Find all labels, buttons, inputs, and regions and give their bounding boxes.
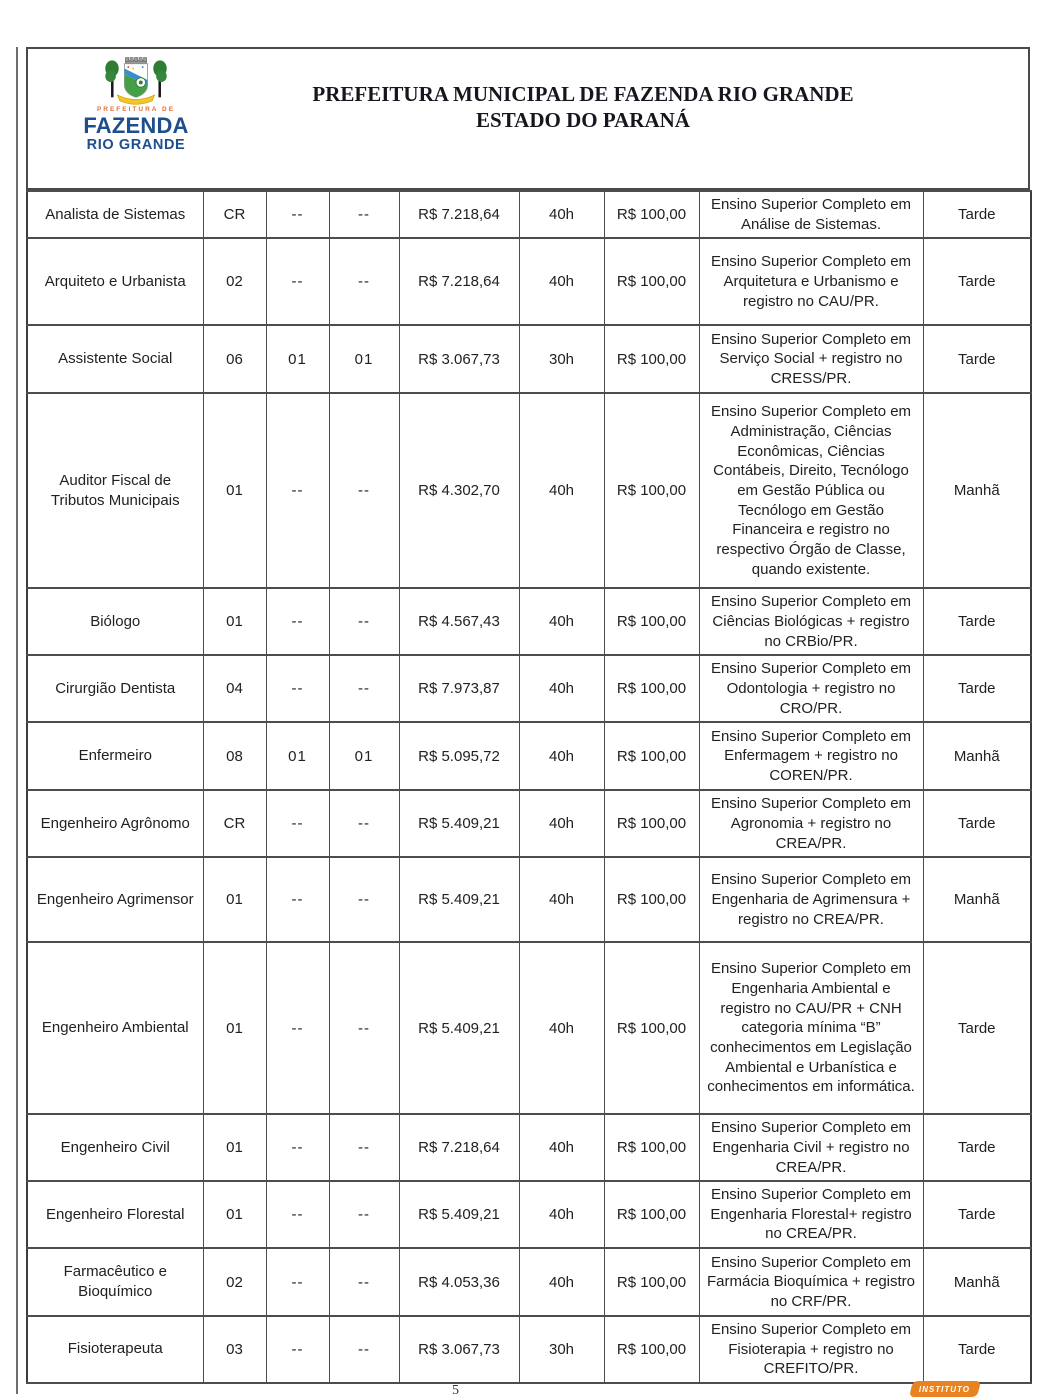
- page-left-border: [16, 47, 18, 1394]
- cell-shift: Tarde: [923, 655, 1031, 722]
- cell-shift: Manhã: [923, 722, 1031, 790]
- cell-quota-2: 01: [329, 325, 399, 393]
- cell-salary: R$ 5.409,21: [399, 1181, 519, 1248]
- cell-fee: R$ 100,00: [604, 325, 699, 393]
- cell-salary: R$ 4.567,43: [399, 588, 519, 655]
- logo-prefeitura-label: PREFEITURA DE: [96, 106, 176, 113]
- logo-city-name-line1: FAZENDA: [83, 112, 189, 138]
- cell-quota-2: --: [329, 1316, 399, 1383]
- cell-position: Engenheiro Florestal: [27, 1181, 203, 1248]
- cell-vacancies: CR: [203, 790, 266, 857]
- cell-quota-2: --: [329, 393, 399, 588]
- cell-fee: R$ 100,00: [604, 1114, 699, 1181]
- cell-quota-1: --: [266, 588, 329, 655]
- cell-salary: R$ 5.409,21: [399, 790, 519, 857]
- cell-vacancies: 01: [203, 942, 266, 1114]
- table-row: [27, 1181, 1031, 1248]
- cell-position: Assistente Social: [27, 325, 203, 393]
- cell-vacancies: 01: [203, 1114, 266, 1181]
- cell-workload: 40h: [519, 857, 604, 942]
- cell-salary: R$ 4.053,36: [399, 1248, 519, 1316]
- cell-requirements: Ensino Superior Completo em Enfermagem + registro no COREN/PR.: [699, 722, 923, 790]
- cell-quota-2: --: [329, 588, 399, 655]
- cell-vacancies: CR: [203, 191, 266, 238]
- cell-quota-1: --: [266, 790, 329, 857]
- cell-position: Analista de Sistemas: [27, 191, 203, 238]
- cell-quota-1: --: [266, 238, 329, 325]
- cell-position: Cirurgião Dentista: [27, 655, 203, 722]
- cell-fee: R$ 100,00: [604, 393, 699, 588]
- cell-shift: Tarde: [923, 325, 1031, 393]
- cell-quota-1: --: [266, 1114, 329, 1181]
- cell-workload: 40h: [519, 238, 604, 325]
- logo-city-name-line2: RIO GRANDE: [86, 136, 186, 153]
- title-line-1: PREFEITURA MUNICIPAL DE FAZENDA RIO GRANDE: [312, 82, 854, 106]
- title-line-2: ESTADO DO PARANÁ: [476, 107, 690, 132]
- table-row: [27, 1316, 1031, 1383]
- cell-shift: Manhã: [923, 857, 1031, 942]
- cell-quota-2: --: [329, 191, 399, 238]
- cell-quota-1: --: [266, 191, 329, 238]
- cell-vacancies: 04: [203, 655, 266, 722]
- table-row: [27, 588, 1031, 655]
- cell-vacancies: 08: [203, 722, 266, 790]
- cell-quota-1: 01: [266, 325, 329, 393]
- positions-table-body: [27, 191, 1031, 1383]
- cell-workload: 40h: [519, 942, 604, 1114]
- table-row: [27, 238, 1031, 325]
- cell-position: Engenheiro Agrimensor: [27, 857, 203, 942]
- cell-vacancies: 01: [203, 857, 266, 942]
- cell-fee: R$ 100,00: [604, 191, 699, 238]
- cell-position: Enfermeiro: [27, 722, 203, 790]
- cell-quota-1: --: [266, 942, 329, 1114]
- cell-salary: R$ 7.218,64: [399, 191, 519, 238]
- cell-workload: 40h: [519, 588, 604, 655]
- cell-workload: 40h: [519, 722, 604, 790]
- cell-position: Farmacêutico e Bioquímico: [27, 1248, 203, 1316]
- cell-quota-2: --: [329, 1181, 399, 1248]
- cell-fee: R$ 100,00: [604, 942, 699, 1114]
- cell-quota-2: --: [329, 942, 399, 1114]
- cell-salary: R$ 5.409,21: [399, 942, 519, 1114]
- cell-fee: R$ 100,00: [604, 857, 699, 942]
- table-row: [27, 325, 1031, 393]
- cell-quota-1: --: [266, 1316, 329, 1383]
- cell-fee: R$ 100,00: [604, 1248, 699, 1316]
- cell-vacancies: 01: [203, 393, 266, 588]
- cell-quota-2: --: [329, 238, 399, 325]
- page-number: 5: [452, 1383, 459, 1398]
- table-row: [27, 857, 1031, 942]
- table-row: [27, 790, 1031, 857]
- cell-salary: R$ 3.067,73: [399, 325, 519, 393]
- positions-table: [26, 190, 1032, 1384]
- cell-quota-2: --: [329, 790, 399, 857]
- cell-workload: 40h: [519, 393, 604, 588]
- cell-salary: R$ 7.218,64: [399, 238, 519, 325]
- cell-vacancies: 03: [203, 1316, 266, 1383]
- cell-position: Engenheiro Agrônomo: [27, 790, 203, 857]
- table-row: [27, 655, 1031, 722]
- cell-shift: Manhã: [923, 1248, 1031, 1316]
- cell-fee: R$ 100,00: [604, 790, 699, 857]
- cell-shift: Tarde: [923, 942, 1031, 1114]
- cell-quota-1: --: [266, 655, 329, 722]
- cell-requirements: Ensino Superior Completo em Farmácia Bioquímica + registro no CRF/PR.: [699, 1248, 923, 1316]
- cell-salary: R$ 4.302,70: [399, 393, 519, 588]
- cell-shift: Tarde: [923, 1181, 1031, 1248]
- cell-workload: 40h: [519, 1114, 604, 1181]
- document-header: [26, 47, 1030, 190]
- cell-workload: 30h: [519, 1316, 604, 1383]
- table-row: [27, 1114, 1031, 1181]
- cell-position: Engenheiro Ambiental: [27, 942, 203, 1114]
- cell-quota-2: --: [329, 1114, 399, 1181]
- cell-shift: Tarde: [923, 1316, 1031, 1383]
- cell-salary: R$ 7.218,64: [399, 1114, 519, 1181]
- table-row: [27, 722, 1031, 790]
- cell-position: Engenheiro Civil: [27, 1114, 203, 1181]
- cell-requirements: Ensino Superior Completo em Análise de Sistemas.: [699, 191, 923, 238]
- cell-shift: Tarde: [923, 191, 1031, 238]
- cell-quota-2: --: [329, 1248, 399, 1316]
- cell-quota-1: 01: [266, 722, 329, 790]
- cell-requirements: Ensino Superior Completo em Arquitetura e Urbanismo e registro no CAU/PR.: [699, 238, 923, 325]
- cell-requirements: Ensino Superior Completo em Odontologia + registro no CRO/PR.: [699, 655, 923, 722]
- cell-requirements: Ensino Superior Completo em Administração, Ciências Econômicas, Ciências Contábeis, Direito, Tecnólogo em Gestão Pública ou Tecnólogo em Gestão Financeira e registro no respectivo Órgão de Classe, quando existente.: [699, 393, 923, 588]
- cell-salary: R$ 7.973,87: [399, 655, 519, 722]
- cell-fee: R$ 100,00: [604, 722, 699, 790]
- cell-quota-2: 01: [329, 722, 399, 790]
- cell-workload: 40h: [519, 655, 604, 722]
- cell-requirements: Ensino Superior Completo em Serviço Social + registro no CRESS/PR.: [699, 325, 923, 393]
- cell-fee: R$ 100,00: [604, 1316, 699, 1383]
- document-title: [148, 82, 1018, 133]
- cell-shift: Tarde: [923, 238, 1031, 325]
- cell-position: Arquiteto e Urbanista: [27, 238, 203, 325]
- cell-requirements: Ensino Superior Completo em Engenharia Ambiental e registro no CAU/PR + CNH categoria mínima “B” conhecimentos em Legislação Ambiental e Urbanística e conhecimentos em informática.: [699, 942, 923, 1114]
- cell-workload: 40h: [519, 790, 604, 857]
- cell-requirements: Ensino Superior Completo em Ciências Biológicas + registro no CRBio/PR.: [699, 588, 923, 655]
- table-row: [27, 393, 1031, 588]
- cell-quota-2: --: [329, 655, 399, 722]
- cell-salary: R$ 5.095,72: [399, 722, 519, 790]
- cell-workload: 40h: [519, 1181, 604, 1248]
- cell-quota-1: --: [266, 1181, 329, 1248]
- cell-position: Biólogo: [27, 588, 203, 655]
- cell-shift: Manhã: [923, 393, 1031, 588]
- table-row: [27, 1248, 1031, 1316]
- instituto-badge: [909, 1381, 981, 1397]
- table-row: [27, 191, 1031, 238]
- cell-quota-1: --: [266, 393, 329, 588]
- cell-workload: 40h: [519, 1248, 604, 1316]
- cell-vacancies: 01: [203, 588, 266, 655]
- cell-vacancies: 02: [203, 1248, 266, 1316]
- cell-shift: Tarde: [923, 588, 1031, 655]
- instituto-badge-label: INSTITUTO: [919, 1384, 971, 1394]
- cell-workload: 40h: [519, 191, 604, 238]
- cell-position: Auditor Fiscal de Tributos Municipais: [27, 393, 203, 588]
- cell-quota-2: --: [329, 857, 399, 942]
- cell-vacancies: 01: [203, 1181, 266, 1248]
- cell-requirements: Ensino Superior Completo em Agronomia + registro no CREA/PR.: [699, 790, 923, 857]
- cell-requirements: Ensino Superior Completo em Engenharia Florestal+ registro no CREA/PR.: [699, 1181, 923, 1248]
- cell-workload: 30h: [519, 325, 604, 393]
- cell-salary: R$ 5.409,21: [399, 857, 519, 942]
- cell-shift: Tarde: [923, 1114, 1031, 1181]
- cell-shift: Tarde: [923, 790, 1031, 857]
- cell-requirements: Ensino Superior Completo em Engenharia Civil + registro no CREA/PR.: [699, 1114, 923, 1181]
- cell-position: Fisioterapeuta: [27, 1316, 203, 1383]
- cell-fee: R$ 100,00: [604, 588, 699, 655]
- cell-fee: R$ 100,00: [604, 1181, 699, 1248]
- cell-vacancies: 06: [203, 325, 266, 393]
- cell-fee: R$ 100,00: [604, 238, 699, 325]
- cell-requirements: Ensino Superior Completo em Fisioterapia + registro no CREFITO/PR.: [699, 1316, 923, 1383]
- table-row: [27, 942, 1031, 1114]
- cell-quota-1: --: [266, 1248, 329, 1316]
- cell-salary: R$ 3.067,73: [399, 1316, 519, 1383]
- cell-quota-1: --: [266, 857, 329, 942]
- cell-requirements: Ensino Superior Completo em Engenharia de Agrimensura + registro no CREA/PR.: [699, 857, 923, 942]
- cell-fee: R$ 100,00: [604, 655, 699, 722]
- cell-vacancies: 02: [203, 238, 266, 325]
